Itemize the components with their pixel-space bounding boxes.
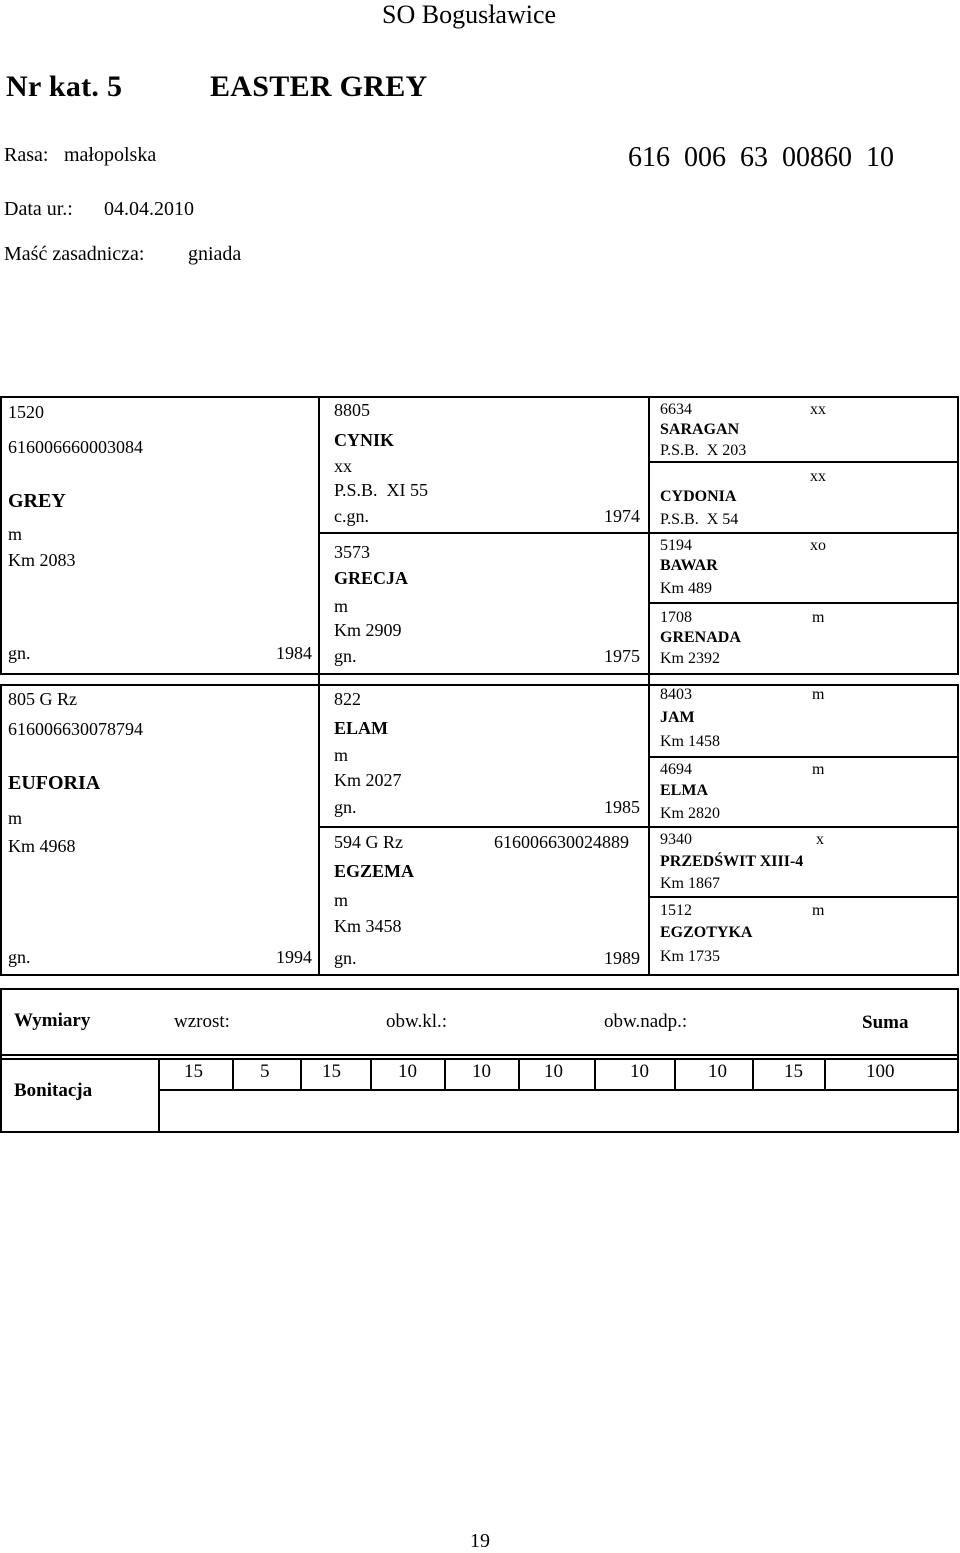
sds-blood: xo: [810, 537, 826, 554]
dam-year: 1994: [276, 947, 312, 967]
sdd-km: Km 2392: [660, 650, 720, 667]
ddd-sex: m: [812, 902, 825, 919]
sire-color: gn.: [8, 643, 31, 663]
dd-color: gn.: [334, 948, 357, 968]
score-8: 10: [708, 1061, 727, 1082]
ds-sex: m: [334, 745, 349, 765]
score-9: 15: [784, 1061, 803, 1082]
coat-value: gniada: [188, 243, 242, 265]
score-7: 10: [630, 1061, 649, 1082]
ss-color: c.gn.: [334, 506, 369, 526]
dss-sex: m: [812, 686, 825, 703]
sd-number: 3573: [334, 542, 370, 562]
dds-sex: x: [816, 831, 824, 848]
ds-color: gn.: [334, 797, 357, 817]
ddd-km: Km 1735: [660, 948, 720, 965]
cannon-girth-label: obw.nadp.:: [604, 1011, 688, 1032]
ds-year: 1985: [604, 797, 640, 817]
dd-km: Km 3458: [334, 916, 402, 936]
sdd-number: 1708: [660, 609, 692, 626]
dsd-km: Km 2820: [660, 805, 720, 822]
score-total: 100: [866, 1061, 895, 1082]
sss-blood: xx: [810, 401, 826, 418]
ds-km: Km 2027: [334, 770, 402, 790]
dob-value: 04.04.2010: [104, 198, 194, 220]
ss-number: 8805: [334, 400, 370, 420]
sdd-sex: m: [812, 609, 825, 626]
dds-number: 9340: [660, 831, 692, 848]
ds-name: ELAM: [334, 718, 388, 738]
horse-name: EASTER GREY: [210, 70, 428, 103]
ssd-name: CYDONIA: [660, 488, 737, 505]
sd-color: gn.: [334, 646, 357, 666]
score-4: 10: [398, 1061, 417, 1082]
ss-blood: xx: [334, 456, 352, 476]
breed-value: małopolska: [64, 144, 157, 166]
ss-psb: P.S.B. XI 55: [334, 480, 429, 500]
dss-km: Km 1458: [660, 733, 720, 750]
score-6: 10: [544, 1061, 563, 1082]
sd-name: GRECJA: [334, 568, 409, 588]
ssd-blood: xx: [810, 468, 826, 485]
sire-km: Km 2083: [8, 550, 76, 570]
score-5: 10: [472, 1061, 491, 1082]
score-1: 15: [184, 1061, 203, 1082]
dss-name: JAM: [660, 709, 695, 726]
sum-label: Suma: [862, 1012, 909, 1033]
chest-girth-label: obw.kl.:: [386, 1011, 448, 1032]
dam-sex: m: [8, 808, 23, 828]
dds-name: PRZEDŚWIT XIII-4: [660, 853, 804, 870]
sdd-name: GRENADA: [660, 629, 741, 646]
dd-year: 1989: [604, 948, 640, 968]
breed-label: Rasa:: [4, 144, 49, 166]
ddd-name: EGZOTYKA: [660, 924, 753, 941]
sire-year: 1984: [276, 643, 312, 663]
sd-year: 1975: [604, 646, 640, 666]
sds-number: 5194: [660, 537, 692, 554]
coat-label: Maść zasadnicza:: [4, 243, 145, 265]
sire-name: GREY: [8, 490, 66, 512]
sss-number: 6634: [660, 401, 692, 418]
sss-name: SARAGAN: [660, 421, 740, 438]
sd-km: Km 2909: [334, 620, 402, 640]
ds-number: 822: [334, 689, 361, 709]
sds-km: Km 489: [660, 580, 712, 597]
dam-km: Km 4968: [8, 836, 76, 856]
measurements-title: Wymiary: [14, 1010, 91, 1031]
catalog-number: Nr kat. 5: [6, 70, 123, 103]
sd-sex: m: [334, 596, 349, 616]
dam-number: 805 G Rz: [8, 689, 77, 709]
dsd-sex: m: [812, 761, 825, 778]
dam-color: gn.: [8, 947, 31, 967]
dd-id: 616006630024889: [494, 832, 629, 852]
ss-name: CYNIK: [334, 430, 395, 450]
dds-km: Km 1867: [660, 875, 720, 892]
height-label: wzrost:: [174, 1011, 230, 1032]
bonitacja-title: Bonitacja: [14, 1080, 93, 1101]
dd-number: 594 G Rz: [334, 832, 403, 852]
dam-name: EUFORIA: [8, 772, 101, 794]
dss-number: 8403: [660, 686, 692, 703]
organization-title: SO Bogusławice: [382, 0, 557, 29]
dam-id: 616006630078794: [8, 719, 143, 739]
ddd-number: 1512: [660, 902, 692, 919]
registration-number: 616 006 63 00860 10: [628, 142, 894, 173]
dd-sex: m: [334, 890, 349, 910]
score-3: 15: [322, 1061, 341, 1082]
ss-year: 1974: [604, 506, 640, 526]
page-number: 19: [470, 1530, 490, 1552]
ssd-psb: P.S.B. X 54: [660, 511, 739, 528]
sss-psb: P.S.B. X 203: [660, 442, 747, 459]
dob-label: Data ur.:: [4, 198, 73, 220]
sds-name: BAWAR: [660, 557, 718, 574]
dd-name: EGZEMA: [334, 861, 415, 881]
dsd-number: 4694: [660, 761, 692, 778]
score-2: 5: [260, 1061, 270, 1082]
dsd-name: ELMA: [660, 782, 708, 799]
sire-id: 616006660003084: [8, 437, 143, 457]
sire-sex: m: [8, 524, 23, 544]
sire-number: 1520: [8, 402, 44, 422]
